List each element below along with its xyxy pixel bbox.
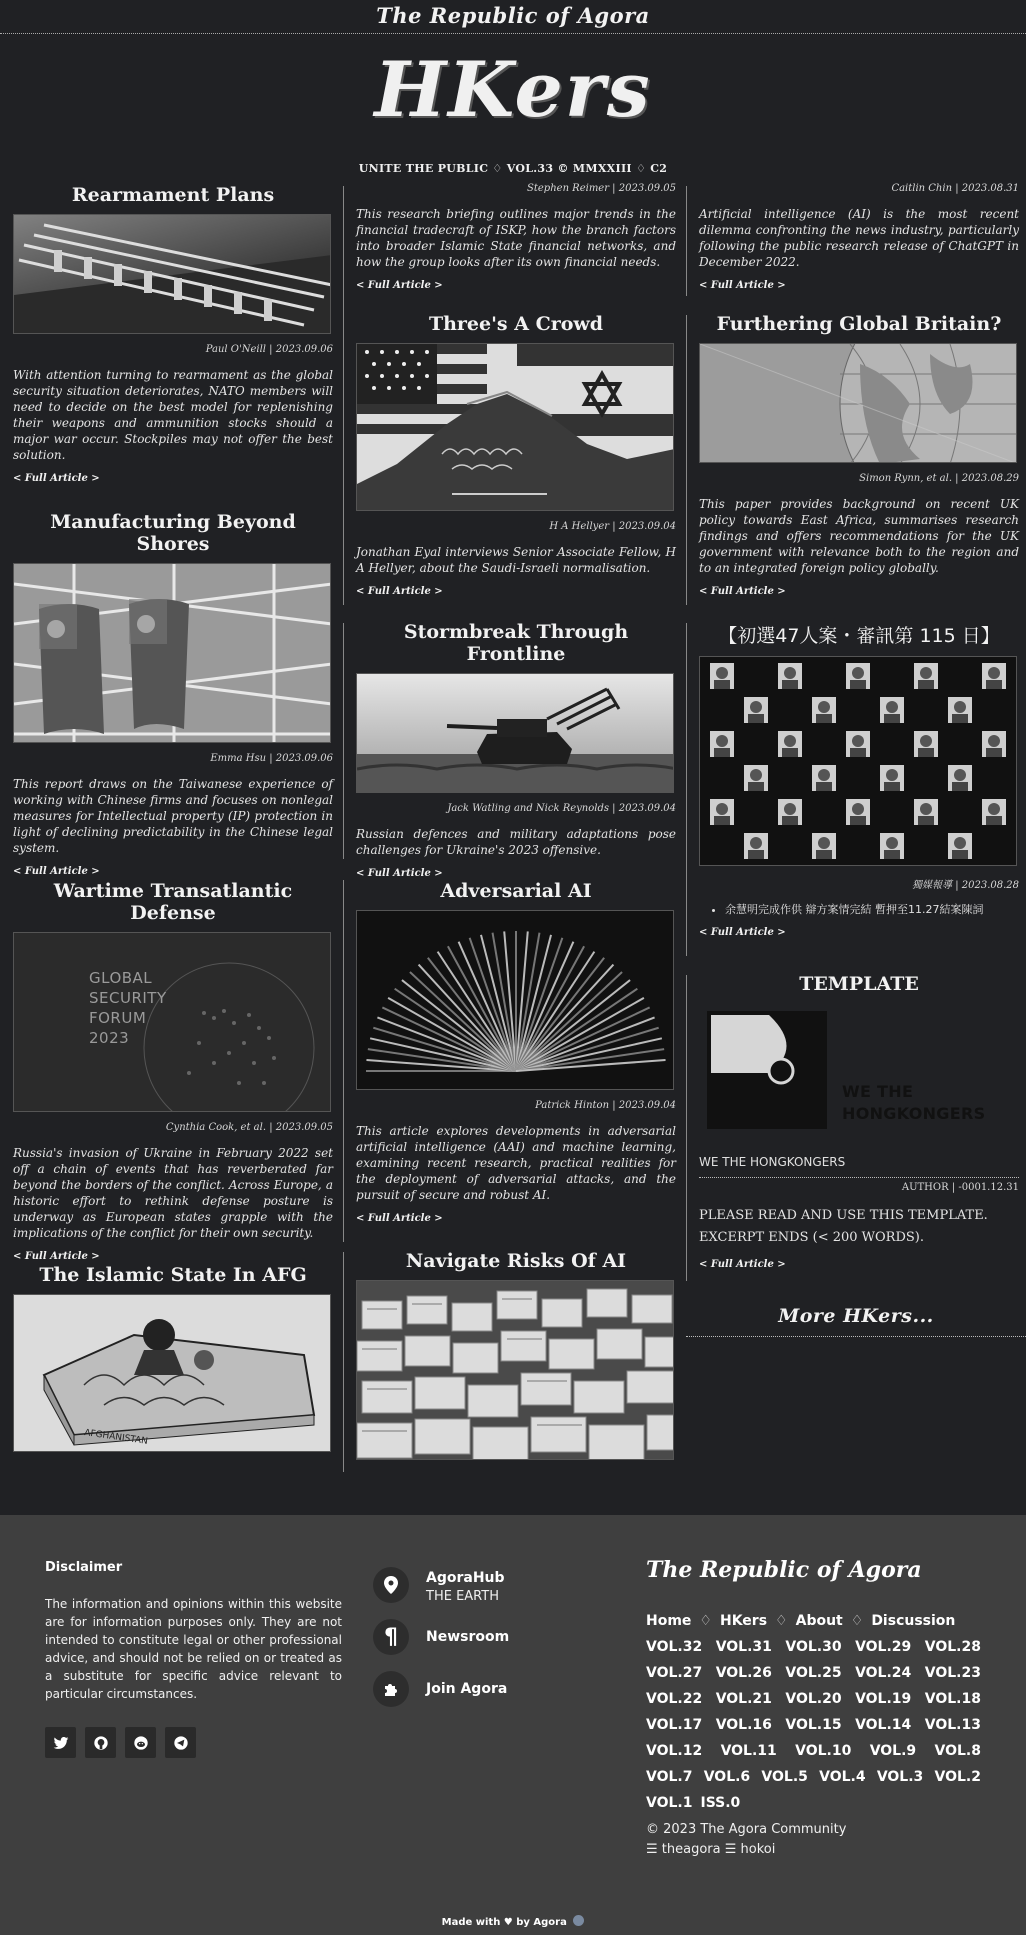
svg-text:AFGHANISTAN: AFGHANISTAN	[83, 1428, 149, 1447]
article-byline: AUTHOR | -0001.12.31	[901, 1182, 1019, 1193]
portrait	[948, 697, 972, 723]
location-pin-icon	[373, 1567, 409, 1603]
article-title[interactable]: Wartime Transatlantic Defense	[53, 880, 293, 924]
full-article-link[interactable]: < Full Article >	[699, 586, 786, 597]
article-britain	[699, 313, 1019, 598]
newspapers-image	[356, 1280, 674, 1460]
image-text: FORUM	[89, 1009, 147, 1027]
article-title[interactable]: Adversarial AI	[440, 880, 592, 902]
flags-collage-image	[356, 343, 674, 511]
column-divider	[343, 880, 344, 1242]
tank-image	[356, 673, 674, 793]
portrait	[778, 731, 802, 757]
column-divider	[686, 315, 687, 605]
image-text: HONGKONGERS	[842, 1104, 986, 1123]
volume-link[interactable]: VOL.24	[855, 1665, 912, 1681]
contact-title: Join Agora	[426, 1681, 508, 1697]
article-title[interactable]: The Islamic State In AFG	[39, 1264, 307, 1286]
contact-agorahub[interactable]	[373, 1567, 505, 1607]
article-summary: Jonathan Eyal interviews Senior Associate Fellow, H A Hellyer, about the Saudi-Israeli normalisation.	[356, 545, 676, 575]
image-text: WE THE	[842, 1082, 914, 1101]
credits-text[interactable]: ☰ theagora ☰ hokoi	[646, 1842, 776, 1857]
nav-discussion[interactable]: Discussion	[871, 1613, 956, 1629]
image-caption: WE THE HONGKONGERS	[699, 1155, 1019, 1178]
article-summary: Russia's invasion of Ukraine in February 2022 set off a chain of events that has reverberated far beyond the borders of the conflict. Across Europe, a historic effort to rethink defense posture is underway as European states grapple with the implications of the conflict for their own security.	[13, 1146, 333, 1240]
column-divider	[343, 623, 344, 859]
volume-link[interactable]: VOL.14	[855, 1717, 912, 1733]
volume-link[interactable]: VOL.6	[703, 1769, 751, 1785]
list-item: • 余慧明完成作供 辯方案情完結 暫押至11.27結案陳詞	[725, 903, 1019, 917]
contact-join-agora[interactable]	[373, 1671, 507, 1707]
volume-row	[646, 1712, 981, 1738]
portrait	[880, 697, 904, 723]
site-title[interactable]: The Republic of Agora	[376, 3, 650, 28]
article-rearmament	[13, 184, 333, 485]
portrait	[914, 799, 938, 825]
portrait	[812, 697, 836, 723]
article-byline: Patrick Hinton | 2023.09.04	[535, 1100, 676, 1111]
article-hk47	[699, 621, 1019, 939]
volume-link[interactable]: VOL.29	[855, 1639, 912, 1655]
full-article-link[interactable]: < Full Article >	[13, 1251, 100, 1262]
column-divider	[686, 623, 687, 956]
copyright-text: © 2023 The Agora Community	[646, 1822, 847, 1837]
telegram-icon[interactable]	[165, 1727, 196, 1758]
portrait	[744, 697, 768, 723]
full-article-link[interactable]: < Full Article >	[699, 1259, 786, 1270]
article-byline: Simon Rynn, et al. | 2023.08.29	[859, 473, 1019, 484]
portrait	[846, 663, 870, 689]
volume-row	[646, 1634, 981, 1660]
volume-link[interactable]: VOL.1	[646, 1795, 693, 1811]
nav-separator: ♢	[699, 1613, 712, 1629]
pilcrow-icon: ¶	[373, 1619, 409, 1655]
volume-links	[646, 1634, 981, 1816]
taiwan-flags-image	[13, 563, 331, 743]
portrait	[778, 663, 802, 689]
primary-nav-row	[646, 1608, 981, 1634]
volume-link[interactable]: VOL.7	[646, 1769, 693, 1785]
we-the-hongkongers-image	[699, 1003, 1017, 1133]
volume-link[interactable]: ISS.0	[700, 1795, 741, 1811]
article-title[interactable]: TEMPLATE	[799, 973, 919, 995]
article-byline: 獨媒報導 | 2023.08.28	[912, 880, 1019, 891]
article-summary: This research briefing outlines major trends in the financial tradecraft of ISKP, how the branch factors into broader Islamic State financial networks, and how the group looks after its own financial needs.	[356, 207, 676, 269]
volume-row	[646, 1738, 981, 1764]
portrait	[982, 731, 1006, 757]
contact-subtitle: THE EARTH	[426, 1589, 499, 1604]
volume-link[interactable]: VOL.22	[646, 1691, 703, 1707]
article-title[interactable]: Manufacturing Beyond Shores	[50, 511, 296, 555]
volume-link[interactable]: VOL.4	[819, 1769, 866, 1785]
column-divider	[343, 315, 344, 605]
more-hkers-link[interactable]: More HKers...	[686, 1300, 1026, 1337]
article-title[interactable]: 【初選47人案・審訊第 115 日】	[718, 625, 1000, 647]
site-logo[interactable]: HKers	[374, 45, 652, 134]
contact-newsroom[interactable]	[373, 1619, 509, 1655]
article-manufacturing	[13, 511, 333, 878]
portrait	[948, 833, 972, 859]
global-security-forum-image	[13, 932, 331, 1112]
volume-row	[646, 1660, 981, 1686]
article-wartime	[13, 880, 333, 1263]
article-title[interactable]: Stormbreak Through Frontline	[403, 621, 629, 665]
article-summary: This paper provides background on recent UK policy towards East Africa, summarises research findings and offers recommendations for the UK government with relevance both to the region and to an integrated foreign policy globally.	[699, 497, 1019, 575]
portrait	[744, 833, 768, 859]
portrait	[914, 663, 938, 689]
template-body	[699, 1205, 1019, 1249]
full-article-link[interactable]: < Full Article >	[356, 280, 443, 291]
volume-link[interactable]: VOL.20	[785, 1691, 842, 1707]
volume-link[interactable]: VOL.30	[785, 1639, 842, 1655]
volume-link[interactable]: VOL.17	[646, 1717, 703, 1733]
footer-nav	[646, 1608, 981, 1816]
portrait	[982, 663, 1006, 689]
full-article-link[interactable]: < Full Article >	[699, 280, 786, 291]
full-article-link[interactable]: < Full Article >	[699, 927, 786, 938]
column-divider	[686, 975, 687, 1281]
article-byline: Paul O'Neill | 2023.09.06	[205, 344, 333, 355]
spikes-image	[356, 910, 674, 1090]
article-byline: H A Hellyer | 2023.09.04	[549, 521, 676, 532]
spike	[410, 972, 516, 1071]
portrait	[710, 799, 734, 825]
volume-link[interactable]: VOL.18	[924, 1691, 981, 1707]
volume-link[interactable]: VOL.25	[785, 1665, 842, 1681]
reddit-icon[interactable]	[125, 1727, 156, 1758]
article-byline: Emma Hsu | 2023.09.06	[210, 753, 333, 764]
article-summary: Russian defences and military adaptations pose challenges for Ukraine's 2023 offensive.	[356, 827, 676, 857]
portrait	[880, 833, 904, 859]
top-bar	[0, 0, 1026, 34]
portrait	[710, 663, 734, 689]
twitter-icon[interactable]	[45, 1727, 76, 1758]
volume-link[interactable]: VOL.3	[876, 1769, 924, 1785]
tagline: UNITE THE PUBLIC ♢ VOL.33 © MMXXIII ♢ C2	[358, 162, 668, 175]
volume-link[interactable]: VOL.32	[646, 1639, 703, 1655]
volume-link[interactable]: VOL.19	[855, 1691, 912, 1707]
article-islamic-state	[13, 1264, 333, 1452]
volume-link[interactable]: VOL.31	[715, 1639, 772, 1655]
article-title[interactable]: Navigate Risks Of AI	[405, 1250, 627, 1272]
full-article-link[interactable]: < Full Article >	[13, 473, 100, 484]
nav-separator: ♢	[850, 1613, 864, 1629]
spike	[516, 1028, 659, 1071]
full-article-link[interactable]: < Full Article >	[356, 868, 443, 879]
globe-map-image	[699, 343, 1017, 463]
article-iskp	[356, 183, 676, 292]
afghanistan-cartoon-image	[13, 1294, 331, 1452]
footer-site-title[interactable]: The Republic of Agora	[646, 1557, 922, 1583]
article-byline: Stephen Reimer | 2023.09.05	[527, 183, 676, 194]
article-summary: This article explores developments in adversarial artificial intelligence (AAI) and machine learning, examining recent research, practical realities for the deployment of adversarial attacks, and the pursuit of secure and robust AI.	[356, 1124, 676, 1202]
made-with	[0, 1915, 1026, 1928]
volume-link[interactable]: VOL.13	[924, 1717, 981, 1733]
ammunition-image	[13, 214, 331, 334]
article-byline: Jack Watling and Nick Reynolds | 2023.09.04	[447, 803, 676, 814]
article-summary: With attention turning to rearmament as the global security situation deteriorates, NATO members will need to decide on the best model for replenishing their weapons and ammunition stocks should a major war occur. Stockpiles may not offer the best solution.	[13, 368, 333, 462]
disclaimer-text: The information and opinions within this website are for information purposes only. They are not intended to constitute legal or other professional advice, and should not be relied on or treated as a substitute for specific advice relevant to particular circumstances.	[45, 1597, 342, 1701]
article-adversarial	[356, 880, 676, 1225]
article-title[interactable]: Three's A Crowd	[428, 313, 604, 335]
image-text: GLOBAL	[89, 969, 153, 987]
body-line: EXCERPT ENDS (< 200 WORDS).	[699, 1230, 924, 1245]
made-with-text: Made with ♥ by Agora	[441, 1917, 567, 1928]
nav-separator: ♢	[775, 1613, 788, 1629]
status-dot-icon	[573, 1915, 584, 1926]
volume-link[interactable]: VOL.15	[785, 1717, 842, 1733]
volume-link[interactable]: VOL.23	[924, 1665, 981, 1681]
portrait	[812, 765, 836, 791]
contact-title: Newsroom	[426, 1629, 510, 1645]
nav-home[interactable]: Home	[646, 1613, 692, 1629]
portrait	[982, 799, 1006, 825]
copyright-block	[646, 1820, 846, 1860]
volume-row	[646, 1790, 981, 1816]
article-template	[699, 973, 1019, 1271]
footer	[0, 1515, 1026, 1935]
volume-link[interactable]: VOL.5	[761, 1769, 808, 1785]
portrait	[778, 799, 802, 825]
volume-row	[646, 1764, 981, 1790]
volume-link[interactable]: VOL.27	[646, 1665, 703, 1681]
bullet-list	[725, 903, 1019, 917]
spike	[516, 938, 562, 1071]
article-summary: Artificial intelligence (AI) is the most recent dilemma confronting the news industry, particularly following the public research release of ChatGPT in December 2022.	[699, 207, 1019, 269]
social-links	[45, 1727, 196, 1758]
spike	[470, 938, 516, 1071]
body-line: PLEASE READ AND USE THIS TEMPLATE.	[699, 1208, 988, 1223]
defendants-portraits-image	[699, 656, 1017, 866]
article-byline: Caitlin Chin | 2023.08.31	[891, 183, 1019, 194]
puzzle-icon	[373, 1671, 409, 1707]
volume-link[interactable]: VOL.11	[720, 1743, 777, 1759]
article-stormbreak	[356, 621, 676, 880]
volume-link[interactable]: VOL.2	[934, 1769, 981, 1785]
volume-link[interactable]: VOL.10	[795, 1743, 852, 1759]
portrait	[846, 799, 870, 825]
column-divider	[343, 1252, 344, 1472]
nav-about[interactable]: About	[795, 1613, 843, 1629]
article-byline: Cynthia Cook, et al. | 2023.09.05	[165, 1122, 333, 1133]
full-article-link[interactable]: < Full Article >	[356, 586, 443, 597]
image-text: 2023	[89, 1029, 130, 1047]
article-title[interactable]: Rearmament Plans	[71, 184, 275, 206]
spike	[516, 972, 622, 1071]
volume-row	[646, 1686, 981, 1712]
contact-title: AgoraHub	[426, 1570, 505, 1586]
disclaimer-title: Disclaimer	[45, 1560, 123, 1575]
volume-link[interactable]: VOL.26	[715, 1665, 772, 1681]
volume-link[interactable]: VOL.21	[715, 1691, 772, 1707]
volume-link[interactable]: VOL.9	[869, 1743, 917, 1759]
volume-link[interactable]: VOL.8	[934, 1743, 981, 1759]
image-text: SECURITY	[89, 989, 167, 1007]
github-icon[interactable]	[85, 1727, 116, 1758]
article-crowd	[356, 313, 676, 598]
portrait	[914, 731, 938, 757]
volume-link[interactable]: VOL.16	[715, 1717, 772, 1733]
portrait	[812, 833, 836, 859]
volume-link[interactable]: VOL.12	[646, 1743, 703, 1759]
masthead	[0, 34, 1026, 184]
article-title[interactable]: Furthering Global Britain?	[716, 313, 1002, 335]
portrait	[846, 731, 870, 757]
portrait	[744, 765, 768, 791]
nav-hkers[interactable]: HKers	[719, 1613, 768, 1629]
full-article-link[interactable]: < Full Article >	[356, 1213, 443, 1224]
article-navigate	[356, 1250, 676, 1460]
article-summary: This report draws on the Taiwanese experience of working with Chinese firms and focuses on nonlegal measures for Intellectual property (IP) protection in light of declining predictability in the Chinese legal system.	[13, 777, 333, 855]
full-article-link[interactable]: < Full Article >	[13, 866, 100, 877]
portrait	[948, 765, 972, 791]
portrait	[710, 731, 734, 757]
column-divider	[686, 186, 687, 296]
article-chatgpt	[699, 183, 1019, 292]
volume-link[interactable]: VOL.28	[924, 1639, 981, 1655]
portrait	[880, 765, 904, 791]
spike	[373, 1028, 516, 1071]
